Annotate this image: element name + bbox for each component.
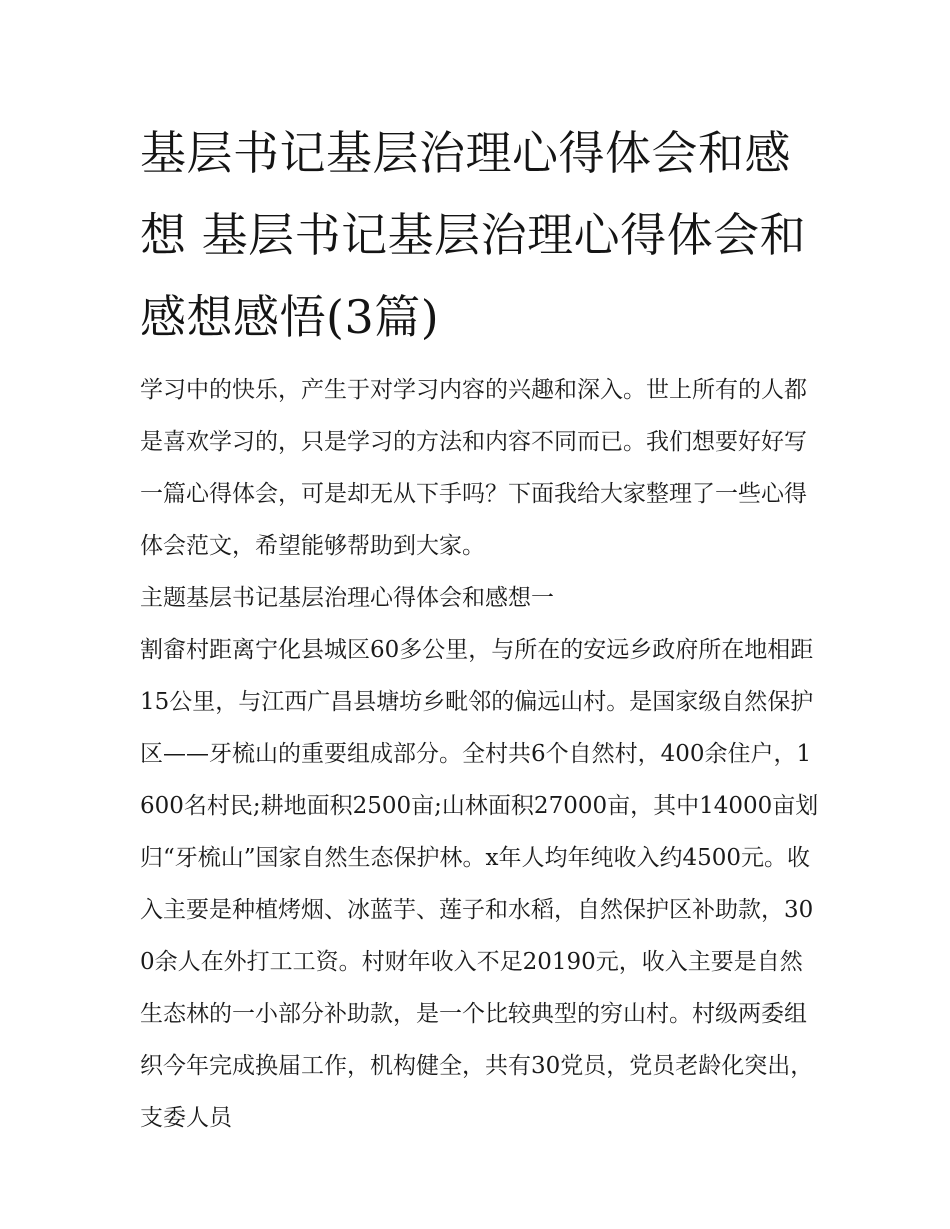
intro-paragraph: 学习中的快乐，产生于对学习内容的兴趣和深入。世上所有的人都是喜欢学习的，只是学习的方法和内容不同而已。我们想要好好写一篇心得体会，可是却无从下手吗？下面我给大家整理了一些心得体会范文，希望能够帮助到大家。 [140,377,807,559]
section-heading: 主题基层书记基层治理心得体会和感想一 [140,585,554,611]
body-paragraph: 割畲村距离宁化县城区60多公里，与所在的安远乡政府所在地相距15公里，与江西广昌县塘坊乡毗邻的偏远山村。是国家级自然保护区——牙梳山的重要组成部分。全村共6个自然村，400余住户，1600名村民;耕地面积2500亩;山林面积27000亩，其中14000亩划归“牙梳山”国家自然生态保护林。x年人均年纯收入约4500元。收入主要是种植烤烟、冰蓝芋、莲子和水稻，自然保护区补助款，300余人在外打工工资。村财年收入不足20190元，收入主要是自然生态林的一小部分补助款，是一个比较典型的穷山村。村级两委组织今年完成换届工作，机构健全，共有30党员，党员老龄化突出，支委人员 [140,637,819,1131]
document-body [140,364,820,1144]
document-content [140,112,820,1144]
document-title: 基层书记基层治理心得体会和感想 基层书记基层治理心得体会和感想感悟(3篇) [140,126,807,344]
